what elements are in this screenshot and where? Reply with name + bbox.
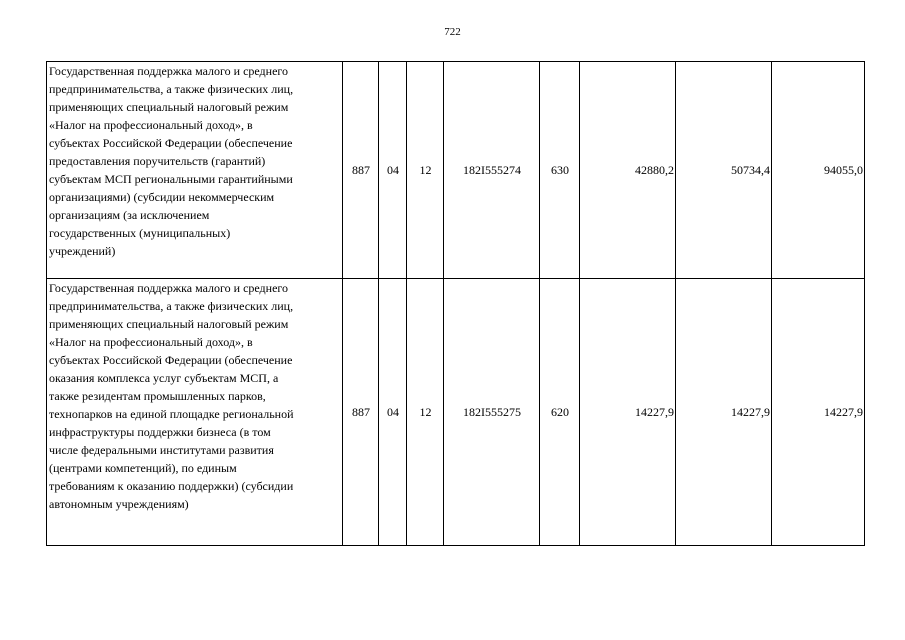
expense-type-cell: 630 <box>540 62 580 279</box>
amount-2-cell: 14227,9 <box>676 279 772 546</box>
table-row <box>47 279 865 546</box>
table-row <box>47 62 865 279</box>
subsection-code-cell: 12 <box>407 62 444 279</box>
amount-1-cell: 42880,2 <box>580 62 676 279</box>
page-number: 722 <box>444 26 461 38</box>
section-code-cell: 04 <box>379 62 407 279</box>
expense-name-cell: Государственная поддержка малого и среднего предпринимательства, а также физических лиц, применяющих специальный налоговый режим «Налог на профессиональный доход», в субъектах Российской Федерации (обеспечение оказания комплекса услуг субъектам МСП, а также резидентам промышленных парков, технопарков на единой площадке региональной инфраструктуры поддержки бизнеса (в том числе федеральными институтами развития (центрами компетенций), по единым требованиям к оказанию поддержки) (субсидии автономным учреждениям) <box>47 279 343 546</box>
target-article-cell: 182I555274 <box>444 62 540 279</box>
ministry-code-cell: 887 <box>343 279 379 546</box>
amount-2-cell: 50734,4 <box>676 62 772 279</box>
amount-3-cell: 14227,9 <box>772 279 865 546</box>
amount-3-cell: 94055,0 <box>772 62 865 279</box>
subsection-code-cell: 12 <box>407 279 444 546</box>
expense-name-cell: Государственная поддержка малого и среднего предпринимательства, а также физических лиц, применяющих специальный налоговый режим «Налог на профессиональный доход», в субъектах Российской Федерации (обеспечение предоставления поручительств (гарантий) субъектам МСП региональными гарантийными организациями) (субсидии некоммерческим организациям (за исключением государственных (муниципальных) учреждений) <box>47 62 343 279</box>
target-article-cell: 182I555275 <box>444 279 540 546</box>
amount-1-cell: 14227,9 <box>580 279 676 546</box>
ministry-code-cell: 887 <box>343 62 379 279</box>
section-code-cell: 04 <box>379 279 407 546</box>
budget-table <box>46 61 865 546</box>
expense-type-cell: 620 <box>540 279 580 546</box>
